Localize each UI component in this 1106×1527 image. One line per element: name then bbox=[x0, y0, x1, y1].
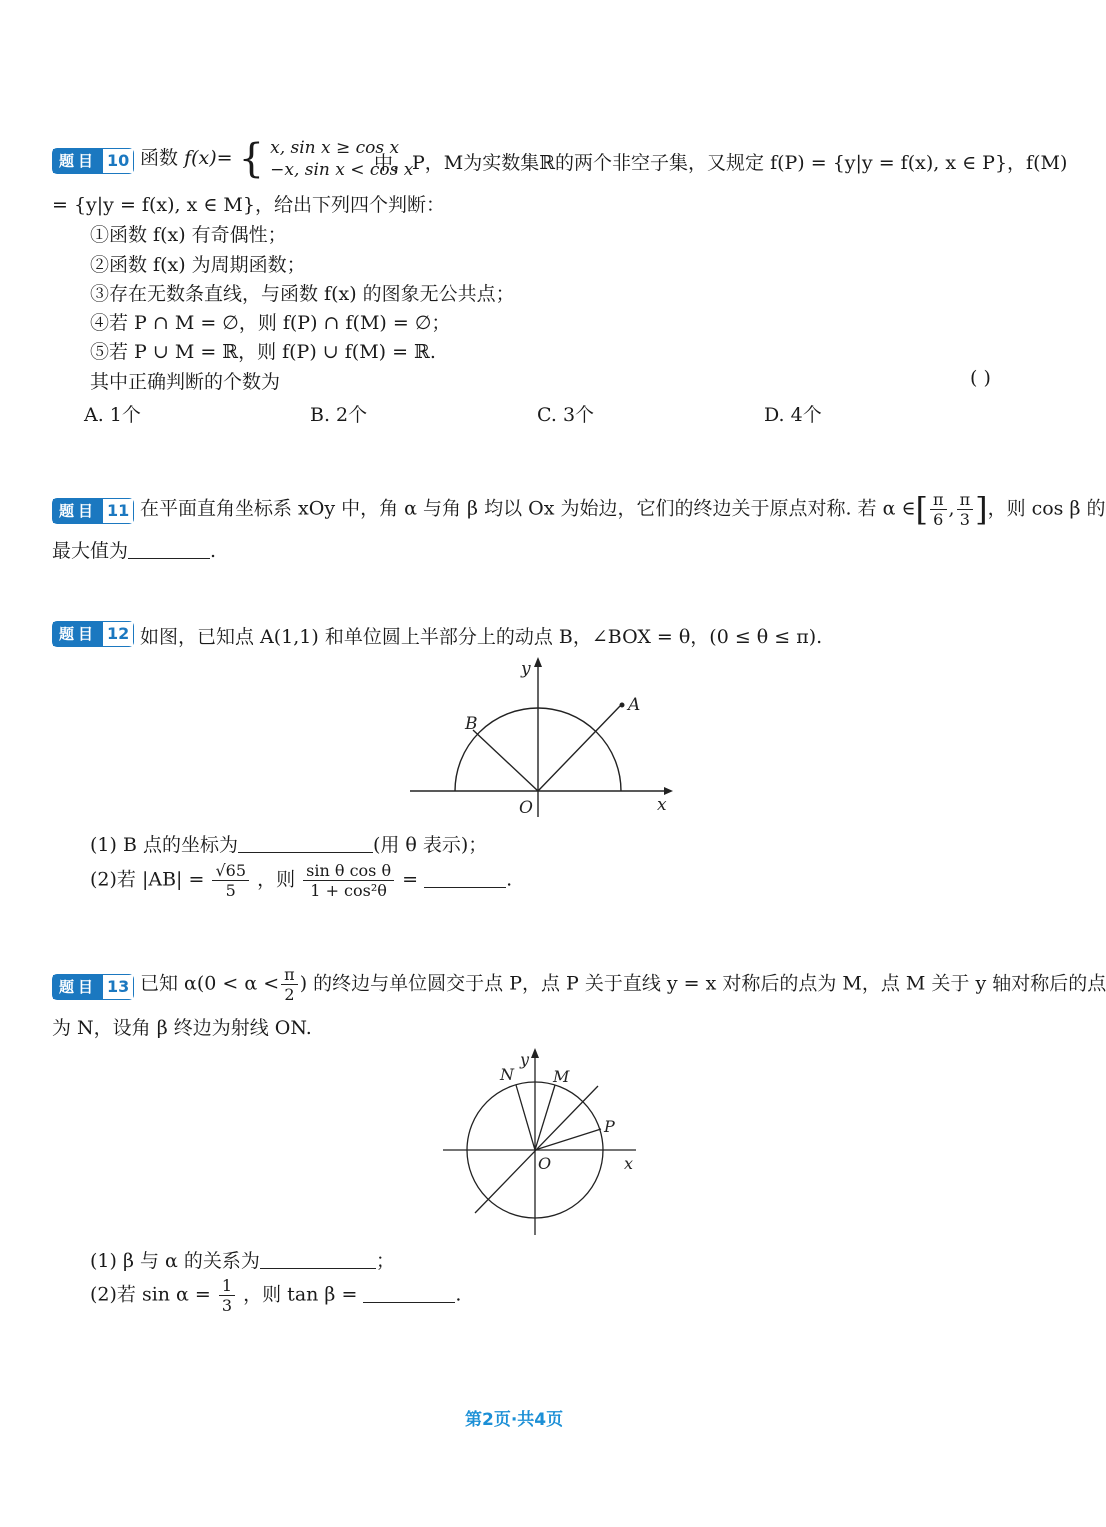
q11-frac-1: $\frac{\pi}{6}$ bbox=[930, 490, 947, 529]
q13-ray-OP bbox=[535, 1129, 601, 1150]
q11-answer-blank[interactable] bbox=[128, 540, 210, 559]
q12-sub1-pre: (1) B 点的坐标为 bbox=[90, 834, 238, 856]
q13-label-O: O bbox=[538, 1154, 552, 1173]
q10-line1-pre: 函数 bbox=[140, 147, 179, 169]
q12-x-arrow bbox=[664, 787, 673, 795]
q13-badge-label: 题目 bbox=[53, 975, 103, 999]
q13-sub1-post: ； bbox=[375, 1250, 395, 1272]
q13-line1-post: 的终边与单位圆交于点 P，点 P 关于直线 y = x 对称后的点为 M，点 M 关于 y 轴对称后的点 bbox=[313, 972, 1106, 995]
q13-badge bbox=[52, 974, 134, 1000]
q10-brace: { bbox=[238, 136, 265, 182]
q13-sub2-post: . bbox=[455, 1283, 462, 1306]
q11-line2 bbox=[52, 536, 216, 563]
q12-label-y: y bbox=[521, 659, 531, 679]
q10-answer-paren: ( ) bbox=[970, 367, 991, 389]
q10-item-3: ③存在无数条直线，与函数 f(x) 的图象无公共点； bbox=[90, 283, 515, 305]
q10-item-5: ⑤若 P ∪ M = ℝ，则 f(P) ∪ f(M) = ℝ. bbox=[90, 341, 436, 363]
q12-sub2-frac2: $\frac{\text{sin θ cos θ}}{\text{1 + cos²θ}}$ bbox=[303, 861, 394, 900]
q12-figure bbox=[405, 652, 685, 822]
q11-badge-number: 11 bbox=[103, 499, 133, 523]
q12-sub2-pre: (2)若 |AB| = bbox=[90, 868, 205, 891]
q13-sub1-pre: (1) β 与 α 的关系为 bbox=[90, 1250, 260, 1272]
q12-sub1-post: (用 θ 表示)； bbox=[372, 834, 488, 856]
q10-line2: = {y|y = f(x), x ∈ M}，给出下列四个判断： bbox=[52, 194, 445, 216]
q12-point-A bbox=[620, 703, 625, 708]
q11-line1: 在平面直角坐标系 xOy 中，角 α 与角 β 均以 Ox 为始边，它们的终边关于原点对称. 若 α ∈[ $\frac{\pi}{6}$ , $\frac{\pi}{3}$ ]，则 cos β 的 bbox=[140, 490, 1106, 529]
q10-item-2: ②函数 f(x) 为周期函数； bbox=[90, 254, 306, 276]
q10-case1: x, sin x ≥ cos x bbox=[270, 138, 400, 158]
q10-option-d[interactable]: D. 4个 bbox=[764, 404, 822, 426]
q13-sub1 bbox=[90, 1246, 395, 1273]
q10-badge bbox=[52, 148, 134, 174]
q13-sub2-mid: ，则 tan β = bbox=[243, 1283, 358, 1306]
q12-label-B: B bbox=[465, 714, 478, 734]
q13-ray-ON bbox=[516, 1085, 535, 1150]
q10-func: f(x)= bbox=[184, 147, 233, 169]
q10-question: 其中正确判断的个数为 bbox=[90, 371, 281, 393]
q13-line1-pre: 已知 α bbox=[140, 972, 197, 995]
q10-option-a[interactable]: A. 1个 bbox=[84, 404, 141, 426]
q11-frac-2: $\frac{\pi}{3}$ bbox=[957, 490, 974, 529]
q10-item-1: ①函数 f(x) 有奇偶性； bbox=[90, 224, 287, 246]
q13-label-P: P bbox=[604, 1117, 615, 1136]
page-footer: 第2页·共4页 bbox=[465, 1410, 564, 1430]
q13-badge-number: 13 bbox=[103, 975, 133, 999]
q12-badge bbox=[52, 621, 134, 647]
q11-line1-pre: 在平面直角坐标系 xOy 中，角 α 与角 β 均以 Ox 为始边，它们的终边关于原点对称. 若 α ∈ bbox=[140, 497, 916, 520]
q10-case2: −x, sin x < cos x bbox=[270, 160, 414, 180]
q12-sub2-frac: $\frac{√65}{5}$ bbox=[212, 861, 249, 900]
q13-sub2-frac: $\frac{1}{3}$ bbox=[219, 1276, 235, 1315]
q13-label-x: x bbox=[624, 1154, 634, 1173]
q12-y-arrow bbox=[534, 657, 542, 667]
q12-sub2-eq: = bbox=[402, 868, 419, 891]
q13-sub2-pre: (2)若 sin α = bbox=[90, 1283, 211, 1306]
q13-sub2 bbox=[90, 1276, 461, 1315]
q13-label-M: M bbox=[553, 1067, 570, 1086]
q13-line2: 为 N，设角 β 终边为射线 ON. bbox=[52, 1017, 312, 1039]
q13-cond-pre: (0 < α < bbox=[196, 972, 280, 995]
q13-figure bbox=[438, 1043, 648, 1243]
q12-sub2-blank[interactable] bbox=[424, 869, 506, 888]
q11-badge bbox=[52, 498, 134, 524]
q11-line2-post: . bbox=[210, 540, 217, 562]
q13-sub2-blank[interactable] bbox=[363, 1284, 455, 1303]
q12-segment-OB bbox=[473, 730, 538, 791]
q10-badge-label: 题目 bbox=[53, 149, 103, 173]
q12-label-A: A bbox=[628, 695, 641, 715]
q10-option-c[interactable]: C. 3个 bbox=[537, 404, 595, 426]
q12-sub1-blank[interactable] bbox=[238, 834, 373, 853]
q10-badge-number: 10 bbox=[103, 149, 133, 173]
q10-option-b[interactable]: B. 2个 bbox=[310, 404, 368, 426]
q10-line1-post: 中，P，M为实数集ℝ的两个非空子集，又规定 f(P) = {y|y = f(x), x ∈ P}，f(M) bbox=[374, 152, 1068, 174]
q13-label-N: N bbox=[500, 1065, 514, 1084]
q12-sub2 bbox=[90, 861, 512, 900]
q12-line1: 如图，已知点 A(1,1) 和单位圆上半部分上的动点 B，∠BOX = θ，(0 ≤ θ ≤ π). bbox=[140, 626, 823, 648]
q12-sub2-mid: ，则 bbox=[257, 868, 296, 891]
q10-item-4: ④若 P ∩ M = ∅，则 f(P) ∩ f(M) = ∅； bbox=[90, 312, 451, 334]
q11-badge-label: 题目 bbox=[53, 499, 103, 523]
q12-badge-label: 题目 bbox=[53, 622, 103, 646]
q10-line1 bbox=[140, 137, 413, 181]
q13-line1 bbox=[140, 965, 1106, 1004]
q13-label-y: y bbox=[520, 1050, 530, 1069]
q12-sub1 bbox=[90, 830, 487, 857]
q13-sub1-blank[interactable] bbox=[260, 1250, 376, 1269]
q12-label-x: x bbox=[657, 795, 667, 815]
q13-y-arrow bbox=[531, 1048, 539, 1058]
q12-label-O: O bbox=[519, 798, 533, 818]
q11-line1-post: ，则 cos β 的 bbox=[987, 497, 1106, 520]
q12-badge-number: 12 bbox=[103, 622, 133, 646]
q13-cond-post: ) bbox=[299, 972, 308, 995]
q11-line2-pre: 最大值为 bbox=[52, 540, 129, 562]
q12-sub2-post: . bbox=[506, 868, 513, 891]
q13-cond-frac: $\frac{\pi}{2}$ bbox=[281, 965, 298, 1004]
